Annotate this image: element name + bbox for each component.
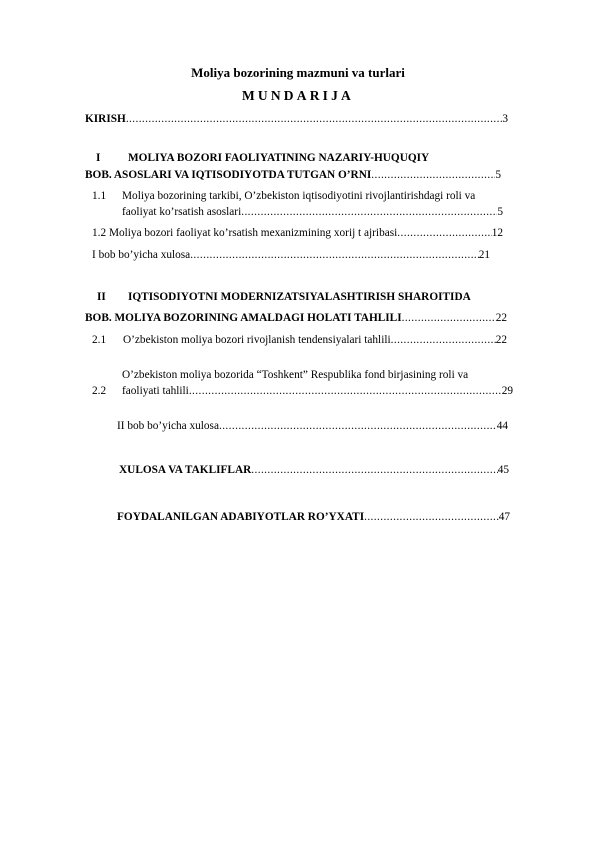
toc-leader-dots bbox=[241, 205, 497, 219]
toc-chapter-title-line2: BOB. ASOSLARI VA IQTISODIYOTDA TUTGAN O’RNI bbox=[85, 169, 372, 181]
toc-leader-dots bbox=[364, 510, 499, 524]
toc-entry-chapter-2-summary bbox=[117, 419, 508, 433]
toc-page-number: 5 bbox=[497, 206, 503, 218]
toc-entry-chapter-1-summary bbox=[92, 248, 490, 262]
toc-entry-chapter-1 bbox=[85, 168, 501, 182]
toc-entry-bibliography bbox=[117, 510, 510, 524]
toc-page-number: 12 bbox=[491, 227, 503, 239]
toc-leader-dots bbox=[397, 226, 491, 240]
toc-entry-xulosa bbox=[119, 463, 509, 477]
toc-page-number: 45 bbox=[497, 464, 509, 476]
toc-page-number: 22 bbox=[495, 312, 507, 324]
toc-leader-dots bbox=[219, 419, 497, 433]
toc-chapter-number: I bbox=[96, 152, 101, 164]
toc-chapter-title-line2: BOB. MOLIYA BOZORINING AMALDAGI HOLATI TAHLILI bbox=[85, 312, 402, 324]
toc-entry-section-1-2 bbox=[92, 226, 503, 240]
toc-section-title-line2: faoliyati tahlili bbox=[122, 385, 189, 397]
toc-chapter-number: II bbox=[97, 291, 106, 303]
toc-entry-label: I bob bo’yicha xulosa bbox=[92, 249, 191, 261]
contents-heading: MUNDARIJA bbox=[241, 88, 355, 103]
toc-page-number: 29 bbox=[501, 385, 513, 397]
toc-entry-section-1-1 bbox=[122, 205, 503, 219]
toc-page-number: 22 bbox=[495, 334, 507, 346]
toc-section-number: 2.1 bbox=[92, 334, 107, 346]
toc-section-title-line1: Moliya bozorining tarkibi, O’zbekiston iqtisodiyotini rivojlantirishdagi roli va bbox=[122, 190, 476, 202]
toc-entry-section-2-2 bbox=[122, 384, 513, 398]
toc-leader-dots bbox=[189, 384, 502, 398]
toc-entry-label: II bob bo’yicha xulosa bbox=[117, 420, 219, 432]
toc-page-number: 5 bbox=[495, 169, 501, 181]
toc-leader-dots bbox=[251, 463, 497, 477]
toc-leader-dots bbox=[391, 333, 496, 347]
toc-page-number: 21 bbox=[478, 249, 490, 261]
toc-entry-label: O’zbekiston moliya bozori rivojlanish tendensiyalari tahlili bbox=[123, 334, 391, 346]
toc-entry-section-2-1 bbox=[123, 333, 507, 347]
toc-leader-dots bbox=[371, 168, 495, 182]
toc-leader-dots bbox=[126, 112, 503, 126]
toc-section-title-line1: O’zbekiston moliya bozorida “Toshkent” Respublika fond birjasining roli va bbox=[122, 369, 469, 381]
toc-entry-label: XULOSA VA TAKLIFLAR bbox=[119, 464, 252, 476]
toc-entry-kirish bbox=[85, 112, 508, 126]
toc-entry-label: FOYDALANILGAN ADABIYOTLAR RO’YXATI bbox=[117, 511, 365, 523]
toc-section-number: 2.2 bbox=[92, 385, 107, 397]
toc-chapter-title-line1: IQTISODIYOTNI MODERNIZATSIYALASHTIRISH SHAROITIDA bbox=[128, 291, 471, 303]
toc-page-number: 47 bbox=[498, 511, 510, 523]
toc-leader-dots bbox=[190, 248, 479, 262]
toc-section-number: 1.1 bbox=[92, 190, 107, 202]
toc-page-number: 3 bbox=[502, 113, 508, 125]
toc-entry-label: 1.2 Moliya bozori faoliyat ko’rsatish mexanizmining xorij t ajribasi bbox=[92, 227, 398, 239]
toc-page-number: 44 bbox=[496, 420, 508, 432]
toc-entry-chapter-2 bbox=[85, 311, 507, 325]
toc-chapter-title-line1: MOLIYA BOZORI FAOLIYATINING NAZARIY-HUQUQIY bbox=[128, 152, 430, 164]
document-title: Moliya bozorining mazmuni va turlari bbox=[191, 65, 405, 80]
toc-leader-dots bbox=[402, 311, 496, 325]
toc-section-title-line2: faoliyat ko’rsatish asoslari bbox=[122, 206, 242, 218]
toc-entry-label: KIRISH bbox=[85, 113, 126, 125]
